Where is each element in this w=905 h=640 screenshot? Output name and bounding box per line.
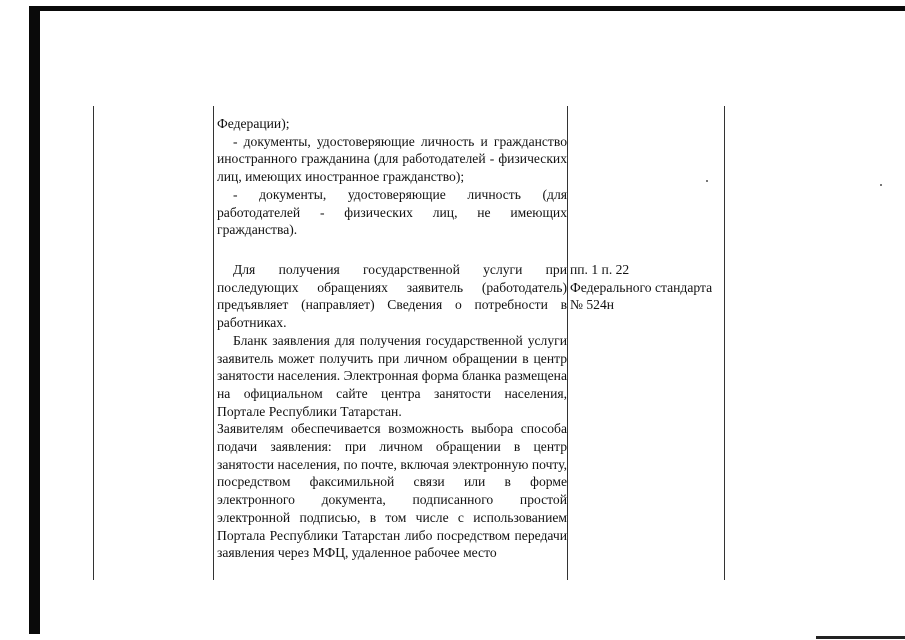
- paragraph: Для получения государственной услуги при последующих обращениях заявитель (работодатель) предъявляет (направляет) Сведения о потребности в работниках.: [217, 262, 567, 331]
- scan-edge-bottom: [816, 636, 905, 639]
- table-border-1: [93, 106, 94, 580]
- paragraph: Федерации);: [217, 116, 290, 131]
- paragraph: - документы, удостоверяющие личность (для работодателей - физических лиц, не имеющих гражданства).: [217, 186, 567, 238]
- table-border-4: [724, 106, 725, 580]
- table-border-2: [213, 106, 214, 580]
- legal-reference: [570, 261, 722, 314]
- scan-speck: [706, 180, 708, 182]
- scan-speck: [880, 184, 882, 186]
- table-border-3: [567, 106, 568, 580]
- requirements-block-2: [217, 261, 567, 562]
- reference-line: Федерального стандарта: [570, 279, 713, 295]
- reference-line: пп. 1 п. 22: [570, 262, 630, 277]
- scan-edge-top: [40, 6, 905, 11]
- reference-line: № 524н: [570, 297, 615, 313]
- scan-edge-left: [29, 6, 40, 634]
- requirements-block-1: [217, 115, 567, 239]
- paragraph: Заявителям обеспечивается возможность выбора способа подачи заявления: при личном обращении в центр занятости населения, по почте, включая электронную почту, посредством факсимильной связи или в форме электронного документа, подписанного простой электронной подписью, в том числе с использованием Портала Республики Татарстан либо посредством передачи заявления через МФЦ, удаленное рабочее место: [217, 421, 567, 561]
- paragraph: - документы, удостоверяющие личность и гражданство иностранного гражданина (для работодателей - физических лиц, имеющих иностранное гражданство);: [217, 133, 567, 185]
- paragraph: Бланк заявления для получения государственной услуги заявитель может получить при личном обращении в центр занятости населения. Электронная форма бланка размещена на официальном сайте центра занятости населения, Портале Республики Татарстан.: [217, 332, 567, 419]
